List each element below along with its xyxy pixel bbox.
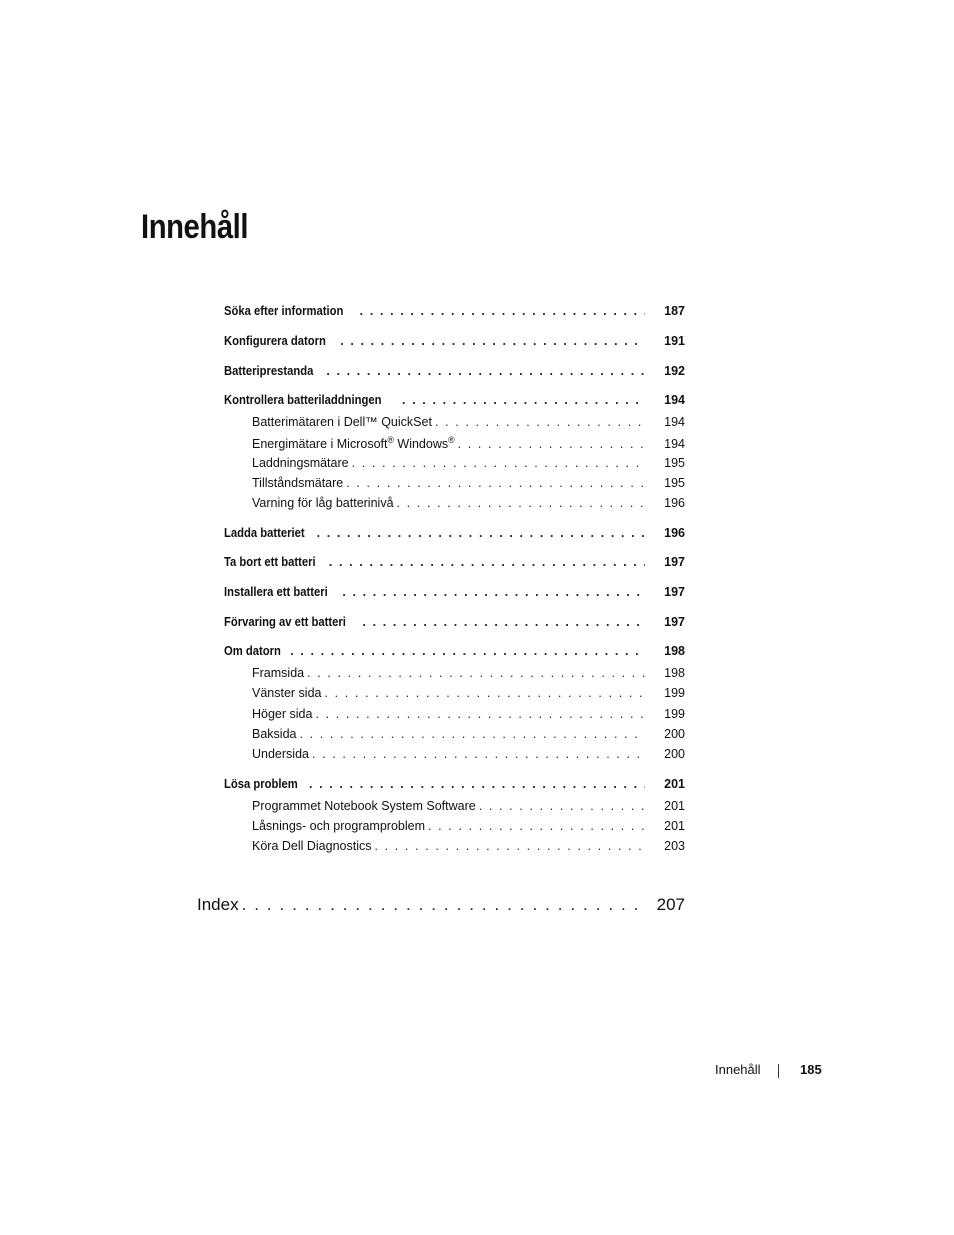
- toc-subentry[interactable]: [252, 819, 685, 833]
- toc-entry-label: Laddningsmätare: [252, 456, 349, 470]
- toc-entry-label: Ladda batteriet: [224, 526, 305, 540]
- toc-subentry[interactable]: [252, 707, 685, 721]
- toc-entry-page: 200: [664, 747, 685, 761]
- toc-entry-page: 191: [664, 334, 685, 348]
- toc-entry-label: Söka efter information: [224, 304, 344, 318]
- toc-subentry[interactable]: [252, 415, 685, 429]
- toc-subentry[interactable]: [252, 666, 685, 680]
- toc-entry-page: 200: [664, 727, 685, 741]
- footer-divider: [778, 1064, 779, 1078]
- toc-entry-page: 198: [664, 666, 685, 680]
- toc-entry-page: 194: [664, 437, 685, 452]
- toc-entry-label: Energimätare i Microsoft® Windows®: [252, 435, 455, 452]
- toc-index-label: Index: [197, 895, 239, 914]
- toc-subentry[interactable]: [252, 747, 685, 761]
- toc-entry-page: 203: [664, 839, 685, 853]
- toc-entry[interactable]: [224, 615, 685, 629]
- toc-index-page: 207: [656, 895, 685, 914]
- toc-subentry[interactable]: [252, 496, 685, 510]
- toc-entry-page: 197: [664, 585, 685, 599]
- toc-entry-label: Programmet Notebook System Software: [252, 799, 476, 813]
- toc-entry-label: Konfigurera datorn: [224, 334, 326, 348]
- toc-entry-page: 196: [664, 496, 685, 510]
- toc-entry-page: 196: [664, 526, 685, 540]
- toc-entry[interactable]: [224, 364, 685, 378]
- toc-entry[interactable]: [224, 585, 685, 599]
- toc-entry-label: Framsida: [252, 666, 305, 680]
- toc-entry[interactable]: [224, 334, 685, 348]
- toc-entry-label: Tillståndsmätare: [252, 476, 344, 490]
- toc-subentry[interactable]: [252, 727, 685, 741]
- toc-entry-page: 195: [664, 456, 685, 470]
- footer-section-label: Innehåll: [715, 1062, 761, 1077]
- toc-subentry[interactable]: [252, 686, 685, 700]
- toc-entry-label: Varning för låg batterinivå: [252, 496, 394, 510]
- toc-entry[interactable]: [224, 526, 685, 540]
- toc-entry-label: Höger sida: [252, 707, 313, 721]
- toc-entry-label: Batteriprestanda: [224, 364, 314, 378]
- toc-entry-page: 198: [664, 644, 685, 658]
- footer-page-number: 185: [800, 1062, 822, 1077]
- toc-entry-label: Låsnings- och programproblem: [252, 819, 426, 833]
- toc-entry-label: Batterimätaren i Dell™ QuickSet: [252, 415, 432, 429]
- toc-entry-page: 199: [664, 707, 685, 721]
- toc-entry-label: Ta bort ett batteri: [224, 555, 316, 569]
- toc-entry[interactable]: [224, 644, 685, 658]
- toc-subentry[interactable]: [252, 839, 685, 853]
- toc-subentry[interactable]: [252, 435, 685, 451]
- toc-entry-label: Undersida: [252, 747, 309, 761]
- toc-subentry[interactable]: [252, 799, 685, 813]
- toc-subentry[interactable]: [252, 476, 685, 490]
- toc-entry-page: 192: [664, 364, 685, 378]
- toc-entry-label: Baksida: [252, 727, 297, 741]
- toc-subentry[interactable]: [252, 456, 685, 470]
- toc-entry-page: 195: [664, 476, 685, 490]
- toc-entry[interactable]: [224, 555, 685, 569]
- toc-entry-page: 199: [664, 686, 685, 700]
- toc-entry[interactable]: [224, 393, 685, 407]
- toc-entry-page: 187: [664, 304, 685, 318]
- toc-entry-label: Lösa problem: [224, 777, 298, 791]
- toc-entry[interactable]: [224, 304, 685, 318]
- toc-entry-page: 194: [664, 393, 685, 407]
- toc-index-entry[interactable]: [197, 895, 685, 915]
- toc-entry-label: Köra Dell Diagnostics: [252, 839, 372, 853]
- toc-entry[interactable]: [224, 777, 685, 791]
- toc-entry-label: Installera ett batteri: [224, 585, 328, 599]
- toc-entry-label: Kontrollera batteriladdningen: [224, 393, 382, 407]
- toc-entry-label: Om datorn: [224, 644, 281, 658]
- toc-entry-page: 201: [664, 819, 685, 833]
- toc-entry-page: 201: [664, 777, 685, 791]
- toc-entry-page: 201: [664, 799, 685, 813]
- toc-entry-label: Förvaring av ett batteri: [224, 615, 346, 629]
- toc-entry-page: 197: [664, 555, 685, 569]
- toc-entry-page: 197: [664, 615, 685, 629]
- toc-entry-label: Vänster sida: [252, 686, 322, 700]
- page-title: Innehåll: [141, 208, 249, 246]
- toc-entry-page: 194: [664, 415, 685, 429]
